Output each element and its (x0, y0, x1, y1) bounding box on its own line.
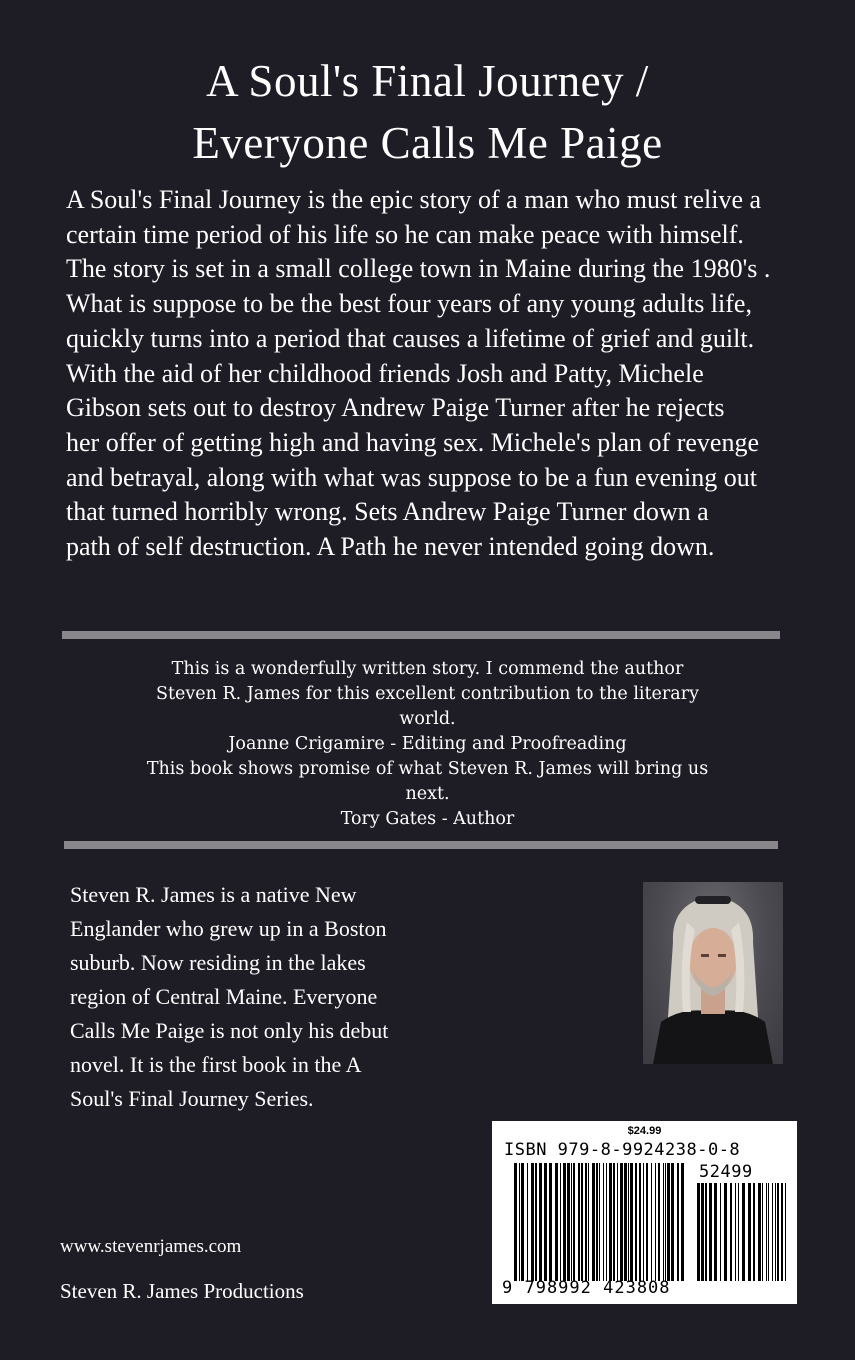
barcode-bar (785, 1183, 786, 1281)
barcode-bars (492, 1121, 797, 1304)
barcode-bar (599, 1163, 600, 1281)
barcode-bar (663, 1163, 664, 1281)
barcode-bar (742, 1183, 745, 1281)
price-label: $24.99 (627, 1125, 662, 1137)
barcode-bar (567, 1163, 570, 1281)
review-line: next. (405, 784, 450, 804)
barcode-bar (563, 1163, 566, 1281)
barcode-bar (555, 1163, 558, 1281)
barcode-bar (730, 1183, 732, 1281)
barcode-bar (758, 1183, 761, 1281)
isbn-label: ISBN 979-8-9924238-0-8 (504, 1140, 741, 1160)
barcode-bar (630, 1163, 633, 1281)
review-line: world. (399, 709, 456, 729)
title-line-2: Everyone Calls Me Paige (192, 118, 663, 168)
barcode-bar (635, 1163, 637, 1281)
barcode-bar (714, 1183, 717, 1281)
author-website-link[interactable]: www.stevenrjames.com (60, 1236, 242, 1257)
bio-line: Soul's Final Journey Series. (70, 1086, 314, 1111)
barcode-bar (514, 1163, 517, 1281)
barcode-bar (677, 1163, 679, 1281)
barcode-bar (519, 1163, 520, 1281)
barcode-bar (720, 1183, 721, 1281)
barcode-bar (646, 1163, 648, 1281)
barcode-bar (521, 1163, 524, 1281)
review-line: This book shows promise of what Steven R. James will bring us (146, 759, 709, 779)
review-line: Joanne Crigamire - Editing and Proofreading (228, 734, 627, 754)
barcode-bar (578, 1163, 580, 1281)
title-line-1: A Soul's Final Journey / (206, 56, 649, 106)
barcode-bar (573, 1163, 575, 1281)
book-blurb (66, 183, 816, 565)
barcode-bar (544, 1163, 547, 1281)
barcode-bar (535, 1163, 537, 1281)
review-line: Steven R. James for this excellent contribution to the literary (156, 684, 699, 704)
bio-line: Steven R. James is a native New (70, 882, 357, 907)
barcode-bar (639, 1163, 641, 1281)
barcode-bar (667, 1163, 670, 1281)
barcode-bar (549, 1163, 552, 1281)
barcode-bar (581, 1163, 583, 1281)
barcode-bar (539, 1163, 542, 1281)
barcode-bar (603, 1163, 604, 1281)
barcode-bar (775, 1183, 776, 1281)
barcode-bar (701, 1183, 704, 1281)
bio-line: Calls Me Paige is not only his debut (70, 1018, 389, 1043)
author-portrait-icon (643, 882, 783, 1064)
barcode-bar (560, 1163, 561, 1281)
barcode-bar (643, 1163, 644, 1281)
barcode-bar (596, 1163, 598, 1281)
blurb-line: quickly turns into a period that causes a lifetime of grief and guilt. (66, 323, 755, 353)
barcode-bar (768, 1183, 769, 1281)
barcode-bar (628, 1163, 629, 1281)
barcode-bar (531, 1163, 534, 1281)
barcode-bar (681, 1163, 684, 1281)
barcode-bar (651, 1163, 652, 1281)
blurb-line: The story is set in a small college town in Maine during the 1980's . (66, 254, 771, 284)
review-line: Tory Gates - Author (340, 809, 515, 829)
barcode-bar (753, 1183, 755, 1281)
blurb-line: that turned horribly wrong. Sets Andrew Paige Turner down a (66, 497, 709, 527)
review-quotes (40, 657, 815, 832)
blurb-line: What is suppose to be the best four years of any young adults life, (66, 289, 752, 319)
barcode-bar (527, 1163, 528, 1281)
barcode-bar (781, 1183, 783, 1281)
barcode-bar (620, 1163, 623, 1281)
blurb-line: With the aid of her childhood friends Josh and Patty, Michele (66, 358, 704, 388)
bio-line: region of Central Maine. Everyone (70, 984, 378, 1009)
review-line: This is a wonderfully written story. I commend the author (171, 659, 684, 679)
blurb-line: path of self destruction. A Path he never intended going down. (66, 532, 715, 562)
barcode-bar (655, 1163, 656, 1281)
barcode-bar (671, 1163, 674, 1281)
barcode-bar (585, 1163, 587, 1281)
barcode-bar (592, 1163, 595, 1281)
publisher-name: Steven R. James Productions (60, 1279, 304, 1303)
isbn-barcode (492, 1121, 797, 1304)
bio-line: novel. It is the first book in the A (70, 1052, 362, 1077)
barcode-bar (624, 1163, 627, 1281)
author-photo (643, 882, 783, 1064)
barcode-bar (738, 1183, 739, 1281)
barcode-bar (613, 1163, 615, 1281)
barcode-bar (772, 1183, 773, 1281)
barcode-bar (571, 1163, 572, 1281)
barcode-bar (665, 1163, 666, 1281)
barcode-bar (777, 1183, 779, 1281)
divider-bottom (64, 841, 778, 849)
barcode-bar (658, 1163, 660, 1281)
addon-digits: 52499 (699, 1162, 753, 1182)
barcode-digits: 9 798992 423808 (502, 1278, 671, 1298)
barcode-bar (588, 1163, 589, 1281)
blurb-line: certain time period of his life so he can make peace with himself. (66, 219, 744, 249)
blurb-line: and betrayal, along with what was suppose to be a fun evening out (66, 462, 757, 492)
barcode-bar (766, 1183, 767, 1281)
barcode-bar (748, 1183, 751, 1281)
barcode-bar (606, 1163, 607, 1281)
bio-line: Englander who grew up in a Boston (70, 916, 387, 941)
barcode-bar (617, 1163, 618, 1281)
book-title (0, 50, 855, 174)
barcode-bar (762, 1183, 763, 1281)
barcode-bar (724, 1183, 727, 1281)
blurb-line: Gibson sets out to destroy Andrew Paige Turner after he rejects (66, 393, 725, 423)
barcode-bar (609, 1163, 612, 1281)
barcode-bar (697, 1183, 700, 1281)
divider-top (62, 631, 780, 639)
bio-line: suburb. Now residing in the lakes (70, 950, 366, 975)
barcode-bar (709, 1183, 712, 1281)
author-bio (70, 878, 490, 1116)
blurb-line: A Soul's Final Journey is the epic story of a man who must relive a (66, 185, 762, 214)
barcode-bar (705, 1183, 707, 1281)
barcode-bar (735, 1183, 736, 1281)
blurb-line: her offer of getting high and having sex. Michele's plan of revenge (66, 427, 759, 457)
